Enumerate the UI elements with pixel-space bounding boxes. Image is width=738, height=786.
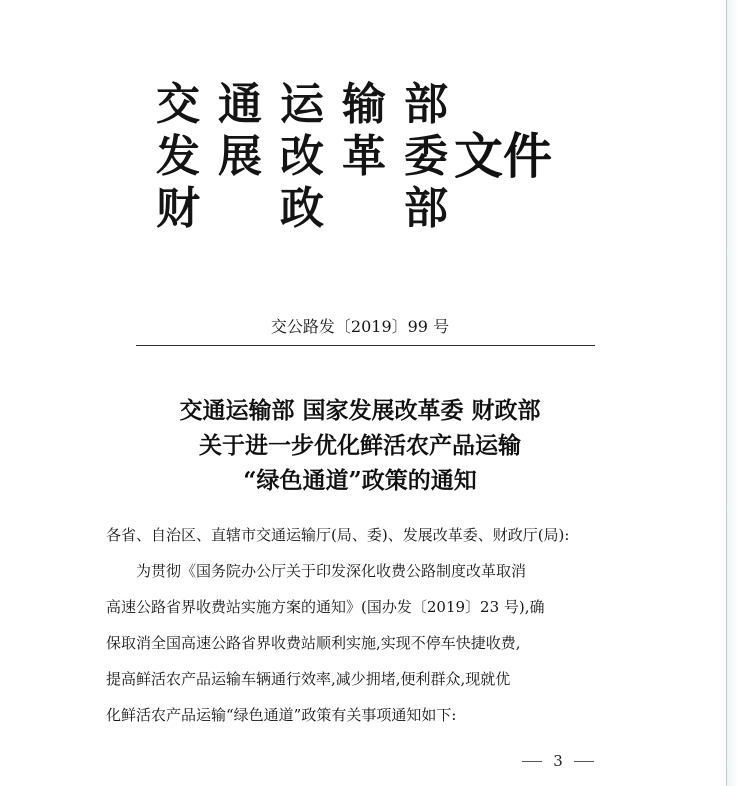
issuer-char: 财 (156, 183, 200, 234)
body-paragraph-line: 化鲜活农产品运输“绿色通道”政策有关事项通知如下: (106, 706, 457, 724)
document-title-line: 交通运输部 国家发展改革委 财政部 (179, 397, 541, 424)
body-paragraph-line: 为贯彻《国务院办公厅关于印发深化收费公路制度改革取消 (136, 562, 527, 580)
issuer-char: 革 (342, 131, 386, 182)
issuer-char: 交 (156, 79, 200, 130)
issuer-char: 通 (218, 79, 262, 130)
issuing-authorities (146, 78, 446, 238)
page-right-shadow (727, 0, 738, 786)
issuer-char: 展 (218, 131, 262, 182)
issuer-char: 发 (156, 131, 200, 182)
issuer-char: 部 (404, 79, 448, 130)
body-paragraph-line: 高速公路省界收费站实施方案的通知》(国办发〔2019〕23 号),确 (106, 598, 545, 616)
issuer-char: 部 (404, 183, 448, 234)
document-number: 交公路发〔2019〕99 号 (270, 317, 450, 336)
document-title-line: “绿色通道”政策的通知 (243, 467, 477, 494)
issuer-char: 运 (280, 79, 324, 130)
header-divider (136, 345, 595, 346)
addressee: 各省、自治区、直辖市交通运输厅(局、委)、发展改革委、财政厅(局): (106, 526, 570, 544)
issuer-char: 输 (342, 79, 386, 130)
issuer-char: 改 (280, 131, 324, 182)
body-paragraph-line: 提高鲜活农产品运输车辆通行效率,减少拥堵,便利群众,现就优 (106, 670, 511, 688)
document-title-line: 关于进一步优化鲜活农产品运输 (199, 432, 521, 459)
page-number: 3 (518, 751, 598, 771)
body-paragraph-line: 保取消全国高速公路省界收费站顺利实施,实现不停车快捷收费, (106, 634, 521, 652)
issuer-char: 委 (404, 131, 448, 182)
document-file-word: 文件 (454, 127, 553, 185)
issuer-char: 政 (280, 183, 324, 234)
